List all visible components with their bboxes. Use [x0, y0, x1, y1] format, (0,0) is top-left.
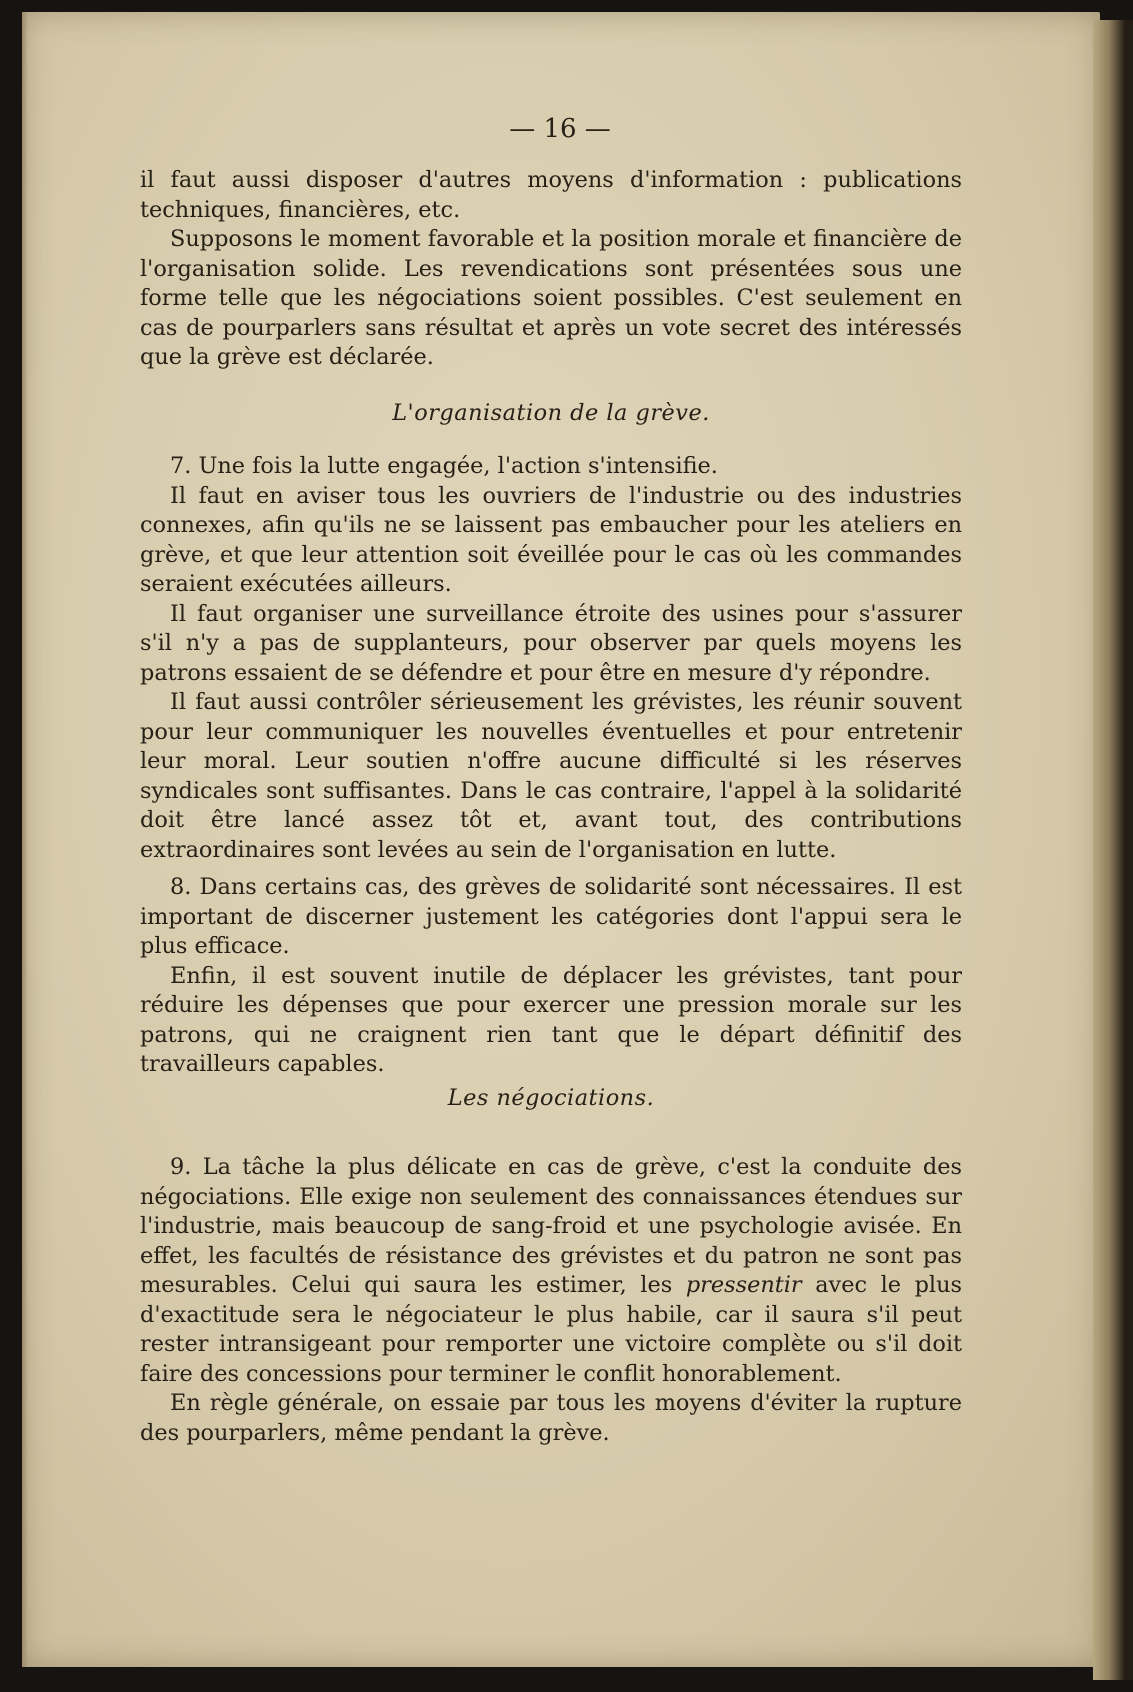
page-number: — 16 —	[509, 114, 611, 144]
paragraph-8: 8. Dans certains cas, des grèves de solidarité sont nécessaires. Il est important de discerner justement les catégories dont l'appui sera le plus efficace.	[140, 874, 962, 959]
section-heading-organisation: L'organisation de la grève.	[392, 399, 710, 426]
paragraph-regle: En règle générale, on essaie par tous les moyens d'éviter la rupture des pourparlers, même pendant la grève.	[140, 1390, 962, 1446]
paragraph-surveillance: Il faut organiser une surveillance étroite des usines pour s'assurer s'il n'y a pas de supplanteurs, pour observer par quels moyens les patrons essaient de se défendre et pour être en mesure d'y répondre.	[140, 600, 962, 686]
page-text	[140, 166, 962, 1448]
paragraph-aviser: Il faut en aviser tous les ouvriers de l'industrie ou des industries connexes, afin qu'ils ne se laissent pas embaucher pour les ateliers en grève, et que leur attention soit éveillée pour le cas où les commandes seraient exécutées ailleurs.	[140, 482, 962, 597]
paragraph-9-emphasis: pressentir	[685, 1272, 802, 1298]
paragraph-9-part-c: avec le plus d'exactitude sera le négociateur le plus habile, car il saura s'il peut rester intransigeant pour remporter une victoire complète ou s'il doit faire des concessions pour terminer le conflit honorablement.	[140, 1272, 962, 1387]
paragraph-controler: Il faut aussi contrôler sérieusement les grévistes, les réunir souvent pour leur communiquer les nouvelles éventuelles et pour entretenir leur moral. Leur soutien n'offre aucune difficulté si les réserves syndicales sont suffisantes. Dans le cas contraire, l'appel à la solidarité doit être lancé assez tôt et, avant tout, des contributions extraordinaires sont levées au sein de l'organisation en lutte.	[140, 689, 962, 863]
paragraph-9	[140, 1153, 962, 1389]
paragraph-7: 7. Une fois la lutte engagée, l'action s'intensifie.	[170, 453, 718, 479]
page-right-edge	[1093, 20, 1133, 1680]
paragraph-1: il faut aussi disposer d'autres moyens d'information : publications techniques, financières, etc.	[140, 167, 962, 223]
page-spine-shadow	[22, 12, 28, 1667]
paragraph-enfin: Enfin, il est souvent inutile de déplacer les grévistes, tant pour réduire les dépenses que pour exercer une pression morale sur les patrons, qui ne craignent rien tant que le départ définitif des travailleurs capables.	[140, 962, 962, 1077]
paragraph-9-part-a: 9. La tâche la plus délicate en cas de grève, c'est la conduite des négociations. Elle exige non seulement des connaissances étendues sur l'industrie, mais beaucoup de sang-froid et une psychologie avisée. En effet, les facultés de résistance des grévistes et du patron ne sont pas mesurables. Celui qui saura les estimer, les	[140, 1154, 962, 1298]
paragraph-2: Supposons le moment favorable et la position morale et financière de l'organisation solide. Les revendications sont présentées sous une forme telle que les négociations soient possibles. C'est seulement en cas de pourparlers sans résultat et après un vote secret des intéressés que la grève est déclarée.	[140, 226, 962, 370]
section-heading-negociations: Les négociations.	[447, 1084, 655, 1111]
